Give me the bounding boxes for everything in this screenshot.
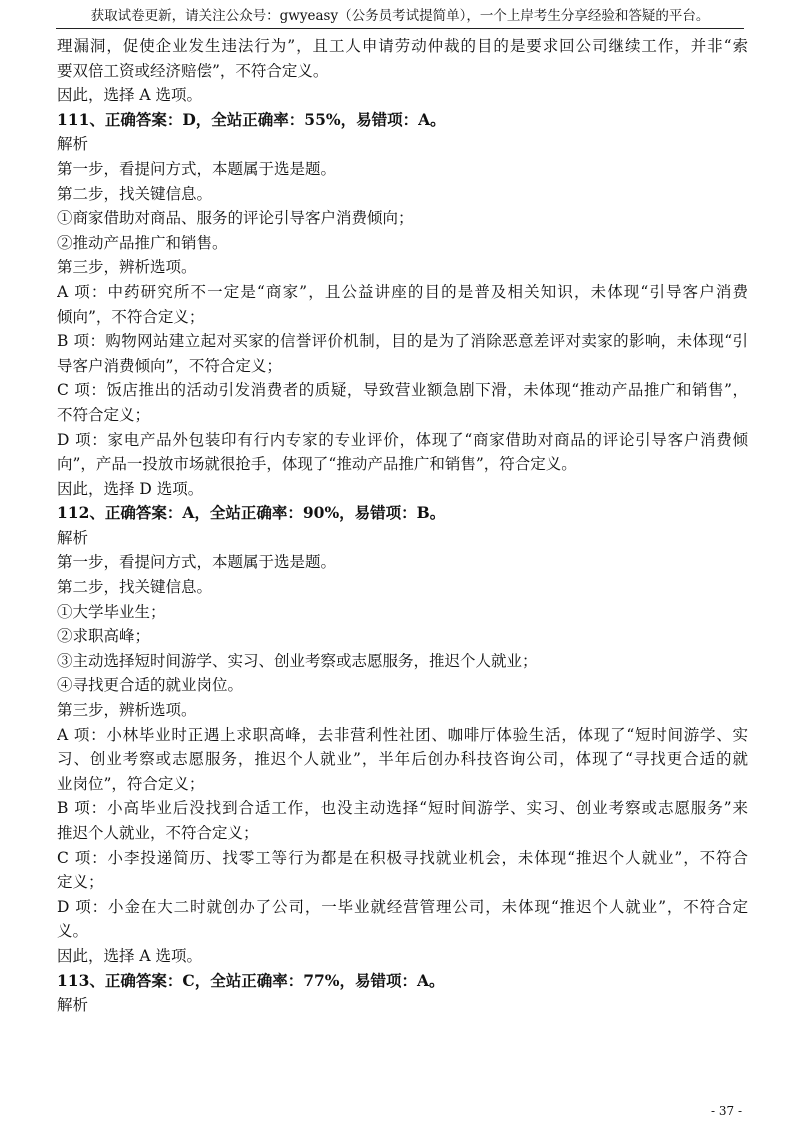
- text-line: C 项：饭店推出的活动引发消费者的质疑，导致营业额急剧下滑，未体现“推动产品推广和销售”，: [57, 381, 748, 400]
- text-line: 第一步，看提问方式，本题属于选是题。: [57, 553, 337, 572]
- text-line: 解析: [57, 135, 89, 154]
- text-line: ④寻找更合适的就业岗位。: [57, 676, 244, 695]
- text-line: 第二步，找关键信息。: [57, 184, 213, 203]
- text-line: A 项：小林毕业时正遇上求职高峰，去非营利性社团、咖啡厅体验生活，体现了“短时间游学、实: [57, 725, 748, 744]
- text-line: 导客户消费倾向”，不符合定义；: [57, 356, 282, 375]
- answer-heading: 113、正确答案：C，全站正确率：77%，易错项：A。: [57, 970, 445, 990]
- text-line: 解析: [57, 528, 89, 547]
- text-line: D 项：小金在大二时就创办了公司，一毕业就经营管理公司，未体现“推迟个人就业”，不符合定: [57, 897, 748, 916]
- document-body: [57, 34, 748, 1018]
- text-line: 习、创业考察或志愿服务，推迟个人就业”，半年后创办科技咨询公司，体现了“寻找更合适的就: [57, 750, 748, 769]
- text-line: 倾向”，不符合定义；: [57, 307, 205, 326]
- text-line: 因此，选择 A 选项。: [57, 946, 203, 965]
- text-line: 要双倍工资或经济赔偿”，不符合定义。: [57, 61, 329, 80]
- page-header: 获取试卷更新，请关注公众号：gwyeasy（公务员考试提简单），一个上岸考生分享经验和答疑的平台。: [90, 8, 710, 24]
- answer-heading: 112、正确答案：A，全站正确率：90%，易错项：B。: [57, 503, 446, 523]
- text-line: 向”，产品一投放市场就很抢手，体现了“推动产品推广和销售”，符合定义。: [57, 455, 577, 474]
- text-line: ①大学毕业生；: [57, 602, 166, 621]
- text-line: 理漏洞，促使企业发生违法行为”，且工人申请劳动仲裁的目的是要求回公司继续工作，并非“索: [57, 37, 748, 55]
- text-line: 义。: [57, 922, 89, 941]
- text-line: 定义；: [57, 873, 104, 892]
- text-line: 因此，选择 A 选项。: [57, 86, 203, 105]
- page-number: - 37 -: [710, 1104, 742, 1118]
- text-line: 解析: [57, 996, 89, 1015]
- text-line: 因此，选择 D 选项。: [57, 479, 204, 498]
- text-line: ③主动选择短时间游学、实习、创业考察或志愿服务，推迟个人就业；: [57, 651, 538, 670]
- text-line: 第二步，找关键信息。: [57, 578, 213, 597]
- text-line: 推迟个人就业，不符合定义；: [57, 824, 259, 842]
- text-line: 第三步，辨析选项。: [57, 258, 197, 277]
- text-line: ②求职高峰；: [57, 627, 151, 646]
- text-line: 不符合定义；: [57, 405, 151, 424]
- text-line: D 项：家电产品外包装印有行内专家的专业评价，体现了“商家借助对商品的评论引导客户消费倾: [57, 430, 748, 449]
- text-line: C 项：小李投递简历、找零工等行为都是在积极寻找就业机会，未体现“推迟个人就业”，不符合: [57, 848, 748, 867]
- text-line: 第三步，辨析选项。: [57, 701, 197, 720]
- header-divider: [56, 28, 744, 29]
- answer-heading: 111、正确答案：D，全站正确率：55%，易错项：A。: [57, 109, 446, 129]
- text-line: ①商家借助对商品、服务的评论引导客户消费倾向；: [57, 209, 414, 228]
- text-line: A 项：中药研究所不一定是“商家”，且公益讲座的目的是普及相关知识，未体现“引导客户消费: [57, 282, 748, 301]
- text-line: B 项：小高毕业后没找到合适工作，也没主动选择“短时间游学、实习、创业考察或志愿服务”来: [57, 799, 748, 818]
- text-line: 第一步，看提问方式，本题属于选是题。: [57, 159, 337, 178]
- text-line: B 项：购物网站建立起对买家的信誉评价机制，目的是为了消除恶意差评对卖家的影响，未体现“引: [57, 332, 748, 351]
- text-line: ②推动产品推广和销售。: [57, 233, 228, 252]
- text-line: 业岗位”，符合定义；: [57, 774, 205, 793]
